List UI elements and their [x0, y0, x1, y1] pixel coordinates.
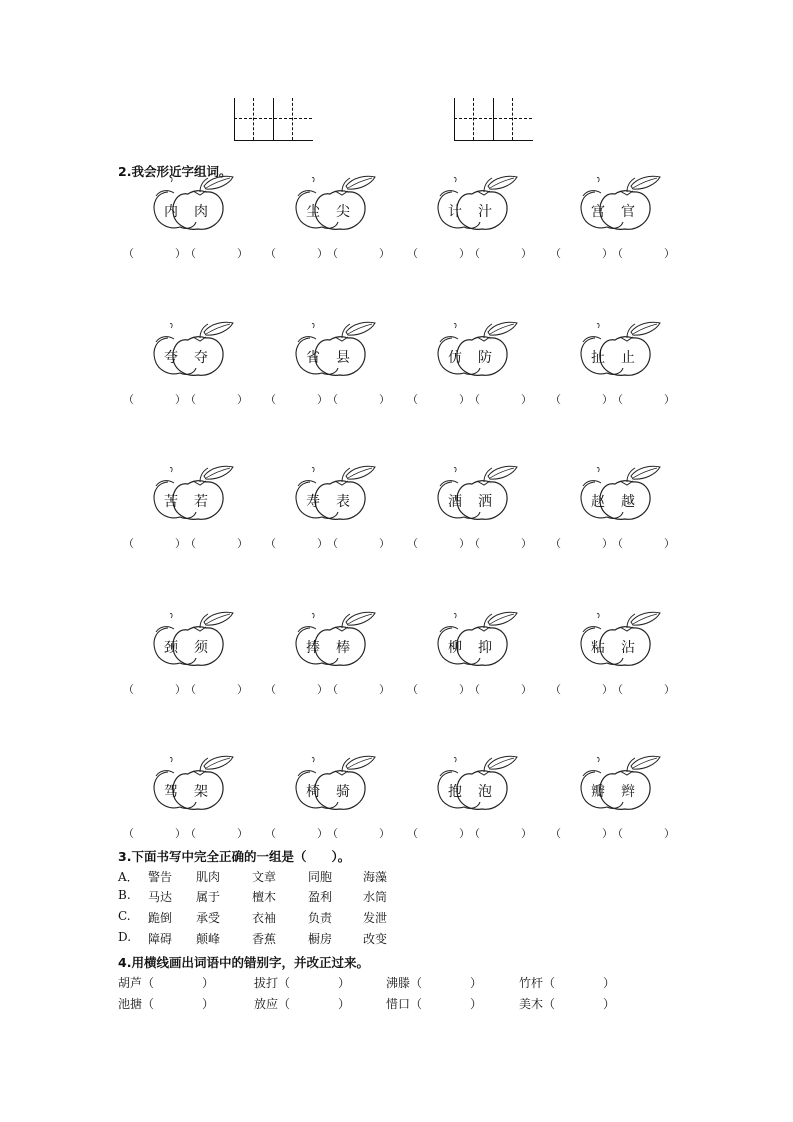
paren: （	[612, 393, 623, 406]
apple-pair	[432, 172, 532, 232]
apple-pair	[148, 318, 248, 378]
option-label: C.	[118, 909, 131, 923]
char-right: 尖	[336, 204, 350, 220]
char-right: 辫	[621, 784, 635, 800]
char-right: 防	[478, 350, 492, 366]
paren: （	[612, 247, 623, 260]
char-left: 抱	[448, 784, 462, 800]
char-left: 颈	[164, 640, 178, 656]
char-left: 苦	[164, 494, 178, 510]
apple-pair	[290, 608, 390, 668]
paren: （	[185, 537, 196, 550]
char-left: 捧	[306, 640, 320, 656]
char-right: 若	[194, 494, 208, 510]
correction-item[interactable]: 美木（ ）	[519, 997, 616, 1011]
apple-pair	[575, 172, 675, 232]
char-left: 省	[306, 350, 320, 366]
q3-heading: 3.下面书写中完全正确的一组是（ ）。	[118, 849, 351, 864]
paren: （	[265, 827, 276, 840]
char-right: 越	[621, 494, 635, 510]
paren: ）	[459, 537, 470, 550]
apple-pair	[432, 608, 532, 668]
char-right: 沾	[621, 640, 635, 656]
option-word: 香蕉	[252, 932, 277, 946]
paren: （	[407, 827, 418, 840]
paren: （	[550, 393, 561, 406]
paren: （	[123, 537, 134, 550]
paren: ）	[379, 683, 390, 696]
paren: （	[265, 393, 276, 406]
char-right: 夺	[194, 350, 208, 366]
option-word: 马达	[148, 890, 173, 904]
paren: （	[327, 247, 338, 260]
apple-pair	[290, 172, 390, 232]
option-word: 跪倒	[148, 911, 173, 925]
paren: ）	[175, 683, 186, 696]
option-word: 肌肉	[196, 870, 221, 884]
paren: ）	[664, 247, 675, 260]
writing-grid-left	[234, 98, 314, 142]
paren: （	[550, 683, 561, 696]
paren: ）	[521, 247, 532, 260]
char-left: 寿	[306, 494, 320, 510]
paren: ）	[237, 247, 248, 260]
char-left: 粘	[591, 640, 605, 656]
apple-pair	[148, 172, 248, 232]
paren: ）	[459, 683, 470, 696]
paren: （	[327, 683, 338, 696]
apple-pair	[575, 318, 675, 378]
char-right: 泡	[478, 784, 492, 800]
char-left: 夸	[164, 350, 178, 366]
paren: ）	[317, 393, 328, 406]
apple-pair	[432, 318, 532, 378]
q2-heading: 2.我会形近字组词。	[118, 164, 232, 179]
paren: （	[469, 247, 480, 260]
paren: （	[123, 683, 134, 696]
paren: ）	[317, 827, 328, 840]
paren: （	[407, 247, 418, 260]
apple-pair	[575, 608, 675, 668]
apple-pair	[148, 608, 248, 668]
char-left: 驾	[164, 784, 178, 800]
paren: ）	[521, 683, 532, 696]
correction-item[interactable]: 拔打（ ）	[254, 976, 351, 990]
char-right: 肉	[194, 204, 208, 220]
paren: ）	[379, 537, 390, 550]
correction-item[interactable]: 竹杆（ ）	[519, 976, 616, 990]
paren: （	[123, 393, 134, 406]
option-word: 障碍	[148, 932, 173, 946]
char-right: 官	[621, 204, 635, 220]
paren: ）	[459, 247, 470, 260]
option-word: 同胞	[308, 870, 333, 884]
apple-pair	[148, 462, 248, 522]
char-right: 抑	[478, 640, 492, 656]
paren: ）	[237, 683, 248, 696]
paren: （	[469, 393, 480, 406]
paren: ）	[379, 247, 390, 260]
option-word: 衣袖	[252, 911, 277, 925]
char-right: 骑	[336, 784, 350, 800]
paren: ）	[521, 393, 532, 406]
char-left: 内	[164, 204, 178, 220]
char-left: 柳	[448, 640, 462, 656]
char-left: 仿	[448, 350, 462, 366]
char-left: 赵	[591, 494, 605, 510]
paren: （	[185, 247, 196, 260]
correction-item[interactable]: 惜口（ ）	[386, 997, 483, 1011]
paren: （	[327, 393, 338, 406]
correction-item[interactable]: 放应（ ）	[254, 997, 351, 1011]
paren: （	[185, 393, 196, 406]
paren: ）	[175, 393, 186, 406]
paren: ）	[602, 827, 613, 840]
paren: ）	[602, 247, 613, 260]
correction-item[interactable]: 胡芦（ ）	[118, 976, 215, 990]
paren: ）	[602, 393, 613, 406]
apple-pair	[290, 752, 390, 812]
char-left: 计	[448, 204, 462, 220]
paren: （	[550, 827, 561, 840]
char-right: 止	[621, 350, 635, 366]
paren: ）	[379, 393, 390, 406]
paren: （	[550, 537, 561, 550]
paren: （	[407, 683, 418, 696]
option-word: 水筒	[363, 890, 388, 904]
char-left: 宫	[591, 204, 605, 220]
option-word: 檀木	[252, 890, 277, 904]
paren: ）	[459, 393, 470, 406]
paren: （	[185, 683, 196, 696]
apple-pair	[432, 462, 532, 522]
paren: ）	[237, 393, 248, 406]
paren: ）	[521, 827, 532, 840]
char-left: 椅	[306, 784, 320, 800]
paren: ）	[175, 247, 186, 260]
option-word: 警告	[148, 870, 173, 884]
paren: （	[327, 537, 338, 550]
paren: （	[407, 393, 418, 406]
paren: （	[612, 827, 623, 840]
option-word: 改变	[363, 932, 388, 946]
paren: （	[185, 827, 196, 840]
paren: （	[407, 537, 418, 550]
char-right: 架	[194, 784, 208, 800]
option-word: 海藻	[363, 870, 388, 884]
paren: （	[469, 537, 480, 550]
paren: （	[265, 537, 276, 550]
option-word: 盈利	[308, 890, 333, 904]
paren: （	[265, 247, 276, 260]
paren: （	[612, 537, 623, 550]
paren: ）	[237, 827, 248, 840]
writing-grid-right	[454, 98, 534, 142]
option-label: B.	[118, 888, 131, 902]
char-left: 尘	[306, 204, 320, 220]
char-right: 汁	[478, 204, 492, 220]
paren: ）	[602, 537, 613, 550]
paren: ）	[317, 683, 328, 696]
paren: （	[469, 683, 480, 696]
apple-pair	[432, 752, 532, 812]
char-right: 县	[336, 350, 350, 366]
option-word: 发泄	[363, 911, 388, 925]
option-word: 橱房	[308, 932, 333, 946]
option-word: 属于	[196, 890, 221, 904]
apple-pair	[148, 752, 248, 812]
paren: ）	[664, 393, 675, 406]
paren: （	[612, 683, 623, 696]
paren: ）	[602, 683, 613, 696]
char-right: 洒	[478, 494, 492, 510]
paren: （	[469, 827, 480, 840]
option-word: 颠峰	[196, 932, 221, 946]
paren: ）	[664, 827, 675, 840]
option-word: 负责	[308, 911, 333, 925]
paren: ）	[664, 537, 675, 550]
q4-heading: 4.用横线画出词语中的错别字，并改正过来。	[118, 955, 369, 970]
paren: （	[265, 683, 276, 696]
paren: ）	[664, 683, 675, 696]
paren: ）	[175, 827, 186, 840]
char-left: 酒	[448, 494, 462, 510]
option-word: 文章	[252, 870, 277, 884]
paren: ）	[317, 247, 328, 260]
char-left: 扯	[591, 350, 605, 366]
apple-pair	[575, 752, 675, 812]
paren: ）	[379, 827, 390, 840]
paren: （	[123, 247, 134, 260]
paren: ）	[175, 537, 186, 550]
char-right: 棒	[336, 640, 350, 656]
option-label: D.	[118, 930, 132, 944]
paren: ）	[317, 537, 328, 550]
char-left: 瓣	[591, 784, 605, 800]
paren: ）	[459, 827, 470, 840]
option-label: A．	[118, 870, 139, 884]
paren: （	[123, 827, 134, 840]
paren: ）	[521, 537, 532, 550]
apple-pair	[290, 318, 390, 378]
apple-pair	[290, 462, 390, 522]
paren: （	[327, 827, 338, 840]
char-right: 须	[194, 640, 208, 656]
correction-item[interactable]: 池搪（ ）	[118, 997, 215, 1011]
correction-item[interactable]: 沸滕（ ）	[386, 976, 483, 990]
char-right: 表	[336, 494, 350, 510]
paren: （	[550, 247, 561, 260]
apple-pair	[575, 462, 675, 522]
paren: ）	[237, 537, 248, 550]
option-word: 承受	[196, 911, 221, 925]
